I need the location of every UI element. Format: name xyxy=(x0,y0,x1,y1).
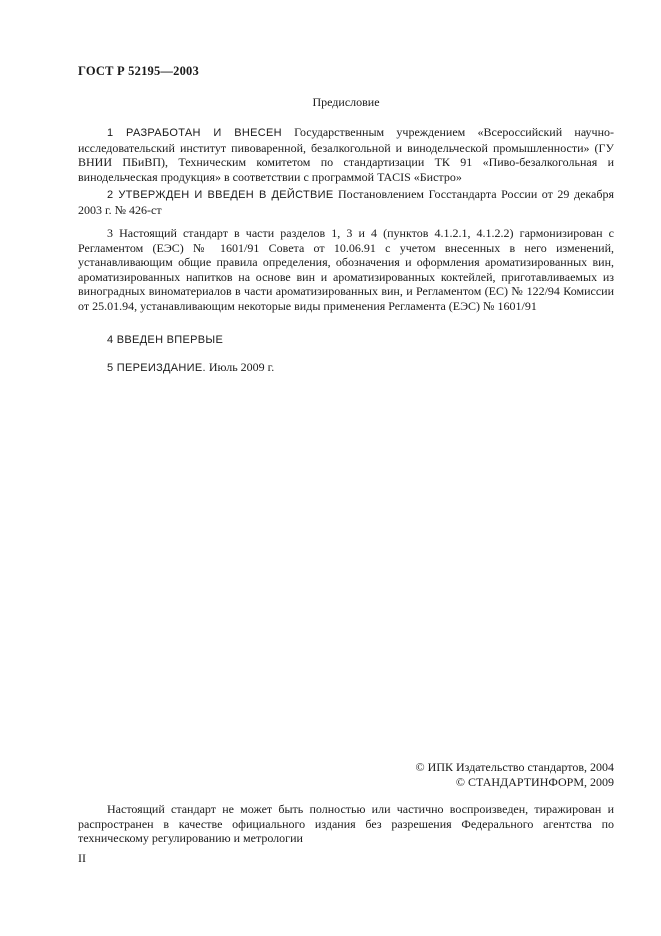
foreword-item-2-text: Постановлением Госстандарта России от 29 декабря 2003 г. № 426-ст xyxy=(78,187,614,217)
foreword-item-5 xyxy=(78,360,614,376)
foreword-item-5-text: Июль 2009 г. xyxy=(205,360,275,374)
reproduction-notice: Настоящий стандарт не может быть полностью или частично воспроизведен, тиражирован и распространен в качестве официального издания без разрешения Федерального агентства по техническому регулированию и метрологии xyxy=(78,802,614,845)
foreword-item-2-lead: 2 УТВЕРЖДЕН И ВВЕДЕН В ДЕЙСТВИЕ xyxy=(107,189,334,201)
foreword-item-2 xyxy=(78,187,614,217)
copyright-line-2: © СТАНДАРТИНФОРМ, 2009 xyxy=(455,774,614,789)
copyright-line-1: © ИПК Издательство стандартов, 2004 xyxy=(415,760,614,774)
foreword-item-3-text: 3 Настоящий стандарт в части разделов 1, 3 и 4 (пунктов 4.1.2.1, 4.1.2.2) гармонизирован с Регламентом (ЕЭС) № 1601/91 Совета от 10.06.91 с учетом внесенных в него изменений, устанавливающим общие правила определения, обозначения и оформления ароматизированных вин, ароматизированных напитков на основе вин и ароматизированных коктейлей, приготавливаемых из виноградных виноматериалов в части ароматизированных вин, и Регламентом (ЕС) № 122/94 Комиссии от 25.01.94, устанавливающим некоторые виды применения Регламента (ЕЭС) № 1601/91 xyxy=(78,226,614,313)
foreword-title: Предисловие xyxy=(312,95,380,109)
foreword-item-1-text: Государственным учреждением «Всероссийский научно-исследовательский институт пивоваренной, безалкогольной и винодельческой промышленности» (ГУ ВНИИ ПБиВП), Техническим комитетом по стандартизации ТК 91 «Пиво-безалкогольная и винодельческая продукция» в соответствии с программой TACIS «Бистро» xyxy=(78,125,614,184)
foreword-item-1 xyxy=(78,125,614,184)
foreword-item-3 xyxy=(78,226,614,313)
foreword-item-1-lead: 1 РАЗРАБОТАН И ВНЕСЕН xyxy=(107,127,282,139)
foreword-item-5-lead: 5 ПЕРЕИЗДАНИЕ. xyxy=(107,362,206,374)
foreword-item-4 xyxy=(78,332,614,348)
copyright-block xyxy=(416,760,614,789)
foreword-item-4-lead: 4 ВВЕДЕН ВПЕРВЫЕ xyxy=(107,334,224,346)
page-number: II xyxy=(78,851,86,865)
document-id-header: ГОСТ Р 52195—2003 xyxy=(78,64,199,78)
